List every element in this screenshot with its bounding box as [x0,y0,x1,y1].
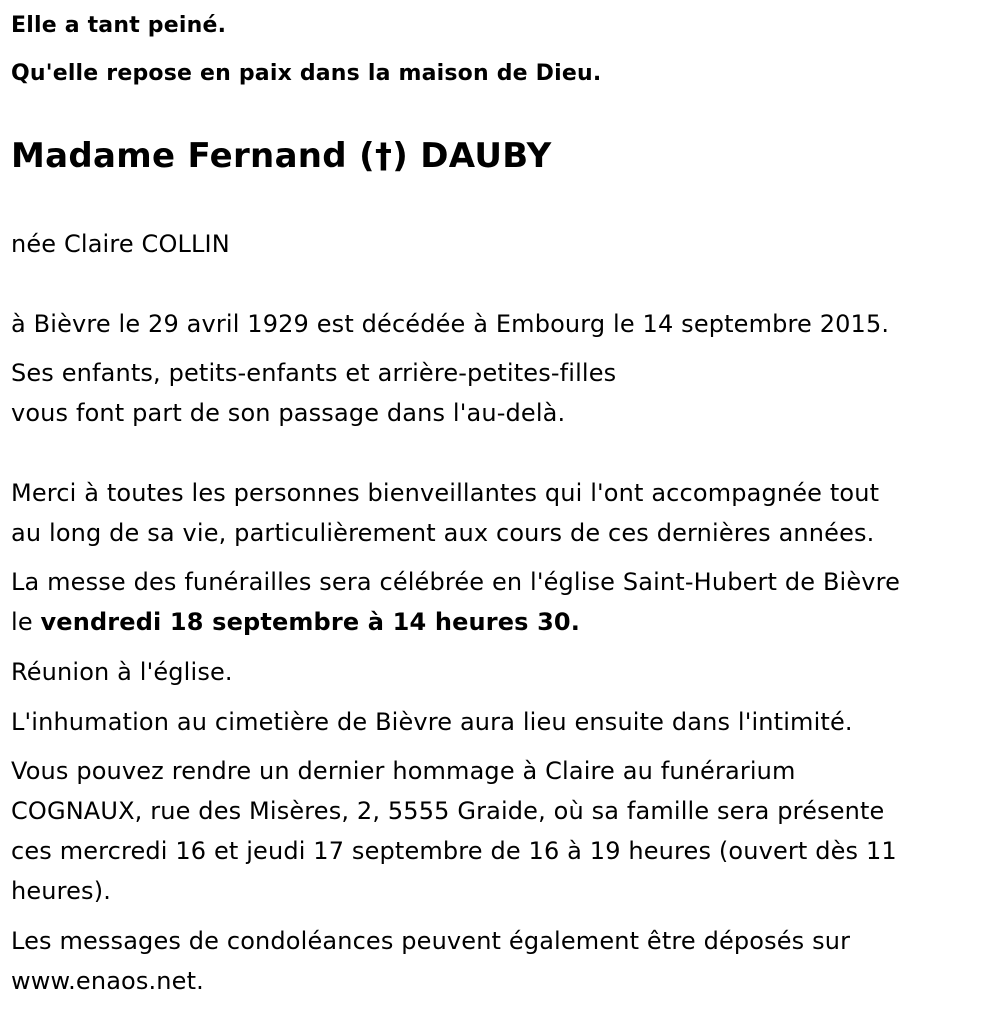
deceased-name [11,136,552,176]
burial-info: L'inhumation au cimetière de Bièvre aura lieu ensuite dans l'intimité. [11,708,853,736]
announcement-line-1: Ses enfants, petits-enfants et arrière-petites-filles [11,359,617,387]
tribute-line-4: heures). [11,877,111,905]
mass-datetime: vendredi 18 septembre à 14 heures 30. [40,608,581,636]
enaos-link[interactable]: www.enaos.net [11,967,197,995]
tribute-line-2: COGNAUX, rue des Misères, 2, 5555 Graide, où sa famille sera présente [11,797,885,825]
announcement-line-2: vous font part de son passage dans l'au-delà. [11,399,566,427]
birth-death-dates: à Bièvre le 29 avril 1929 est décédée à Embourg le 14 septembre 2015. [11,310,890,338]
mass-line-2 [11,608,580,636]
mass-line-1: La messe des funérailles sera célébrée en l'église Saint-Hubert de Bièvre [11,568,901,596]
epigraph-line-2: Qu'elle repose en paix dans la maison de Dieu. [11,61,602,86]
born-name: née Claire COLLIN [11,230,230,258]
condolences-line-2 [11,967,204,995]
tribute-line-3: ces mercredi 16 et jeudi 17 septembre de 16 à 19 heures (ouvert dès 11 [11,837,897,865]
name-suffix: ) DAUBY [392,136,552,176]
tribute-line-1: Vous pouvez rendre un dernier hommage à Claire au funérarium [11,757,796,785]
thanks-line-1: Merci à toutes les personnes bienveillantes qui l'ont accompagnée tout [11,479,880,507]
condolences-period: . [196,967,204,995]
thanks-line-2: au long de sa vie, particulièrement aux cours de ces dernières années. [11,519,875,547]
condolences-line-1: Les messages de condoléances peuvent également être déposés sur [11,927,851,955]
meeting-place: Réunion à l'église. [11,658,233,686]
name-prefix: Madame Fernand ( [11,136,375,176]
mass-prefix: le [11,608,41,636]
cross-icon: † [374,136,393,176]
epigraph-line-1: Elle a tant peiné. [11,13,227,38]
